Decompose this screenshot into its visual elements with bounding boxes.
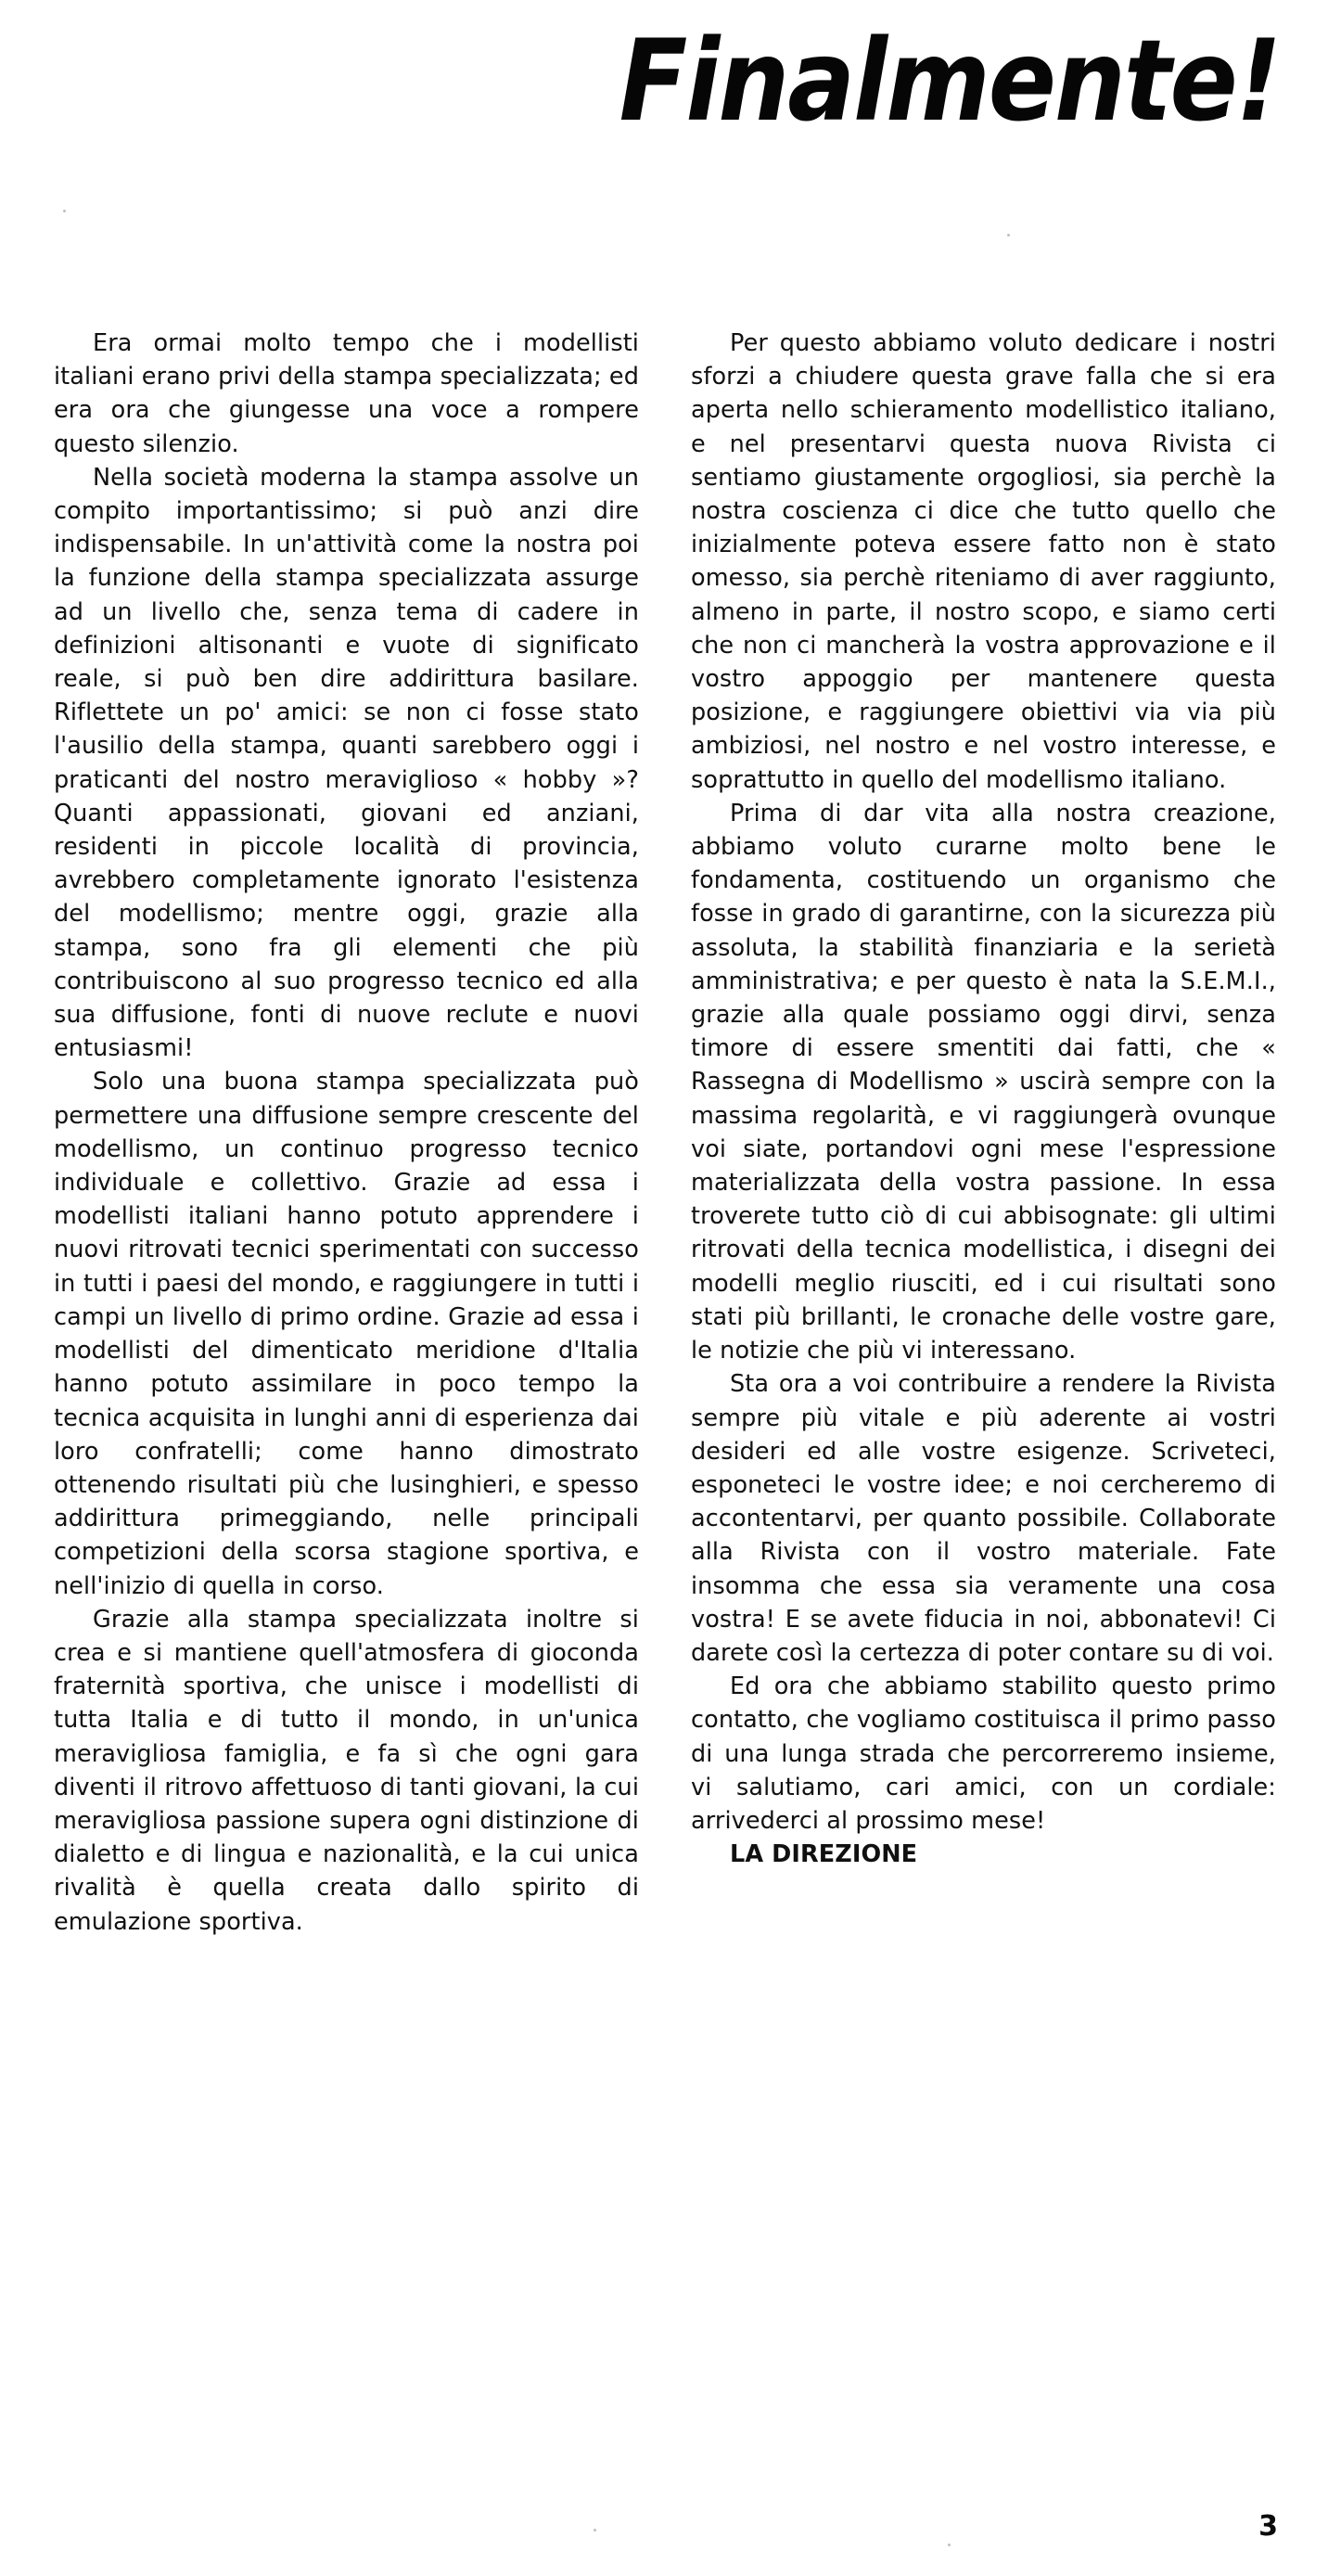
- paragraph: Sta ora a voi contribuire a rendere la Rivista sempre più vitale e più aderente ai vostri desideri ed alle vostre esigenze. Scriveteci, esponeteci le vostre idee; e noi cercheremo di accontentarvi, per quanto possibile. Collaborate alla Rivista con il vostro materiale. Fate insomma che essa sia veramente una cosa vostra! E se avete fiducia in noi, abbonatevi! Ci darete così la certezza di poter contare su di voi.: [691, 1370, 1276, 1667]
- paragraph: Era ormai molto tempo che i modellisti italiani erano privi della stampa specializzata; ed era ora che giungesse una voce a rompere questo silenzio.: [54, 329, 639, 458]
- signature: LA DIREZIONE: [730, 1840, 918, 1869]
- right-column: [691, 327, 1276, 1939]
- left-column: [54, 327, 639, 1939]
- scan-speck: [63, 210, 66, 212]
- paragraph: Per questo abbiamo voluto dedicare i nostri sforzi a chiudere questa grave falla che si era aperta nello schieramento modellistico italiano, e nel presentarvi questa nuova Rivista ci sentiamo giustamente orgogliosi, sia perchè la nostra coscienza ci dice che tutto quello che inizialmente poteva essere fatto non è stato omesso, sia perchè riteniamo di aver raggiunto, almeno in parte, il nostro scopo, e siamo certi che non ci mancherà la vostra approvazione e il vostro appoggio per mantenere questa posizione, e raggiungere obiettivi via via più ambiziosi, nel nostro e nel vostro interesse, e soprattutto in quello del modellismo italiano.: [691, 329, 1276, 794]
- page-number: 3: [1258, 2510, 1278, 2543]
- page-title: Finalmente!: [619, 16, 1280, 147]
- paragraph: Ed ora che abbiamo stabilito questo primo contatto, che vogliamo costituisca il primo passo di una lunga strada che percorreremo insieme, vi salutiamo, cari amici, con un cordiale: arrivederci al prossimo mese!: [691, 1672, 1276, 1835]
- scan-speck: [948, 2544, 951, 2546]
- paragraph: Prima di dar vita alla nostra creazione, abbiamo voluto curarne molto bene le fondamenta, costituendo un organismo che fosse in grado di garantirne, con la sicurezza più assoluta, la stabilità finanziaria e la serietà amministrativa; e per questo è nata la S.E.M.I., grazie alla quale possiamo oggi dirvi, senza timore di essere smentiti dai fatti, che « Rassegna di Modellismo » uscirà sempre con la massima regolarità, e vi raggiungerà ovunque voi siate, portandovi ogni mese l'espressione materializzata della vostra passione. In essa troverete tutto ciò di cui abbisognate: gli ultimi ritrovati della tecnica modellistica, i disegni dei modelli meglio riusciti, ed i cui risultati sono stati più brillanti, le cronache delle vostre gare, le notizie che più vi interessano.: [691, 799, 1276, 1365]
- scan-speck: [594, 2529, 596, 2531]
- article-body: [54, 327, 1276, 1939]
- paragraph: Nella società moderna la stampa assolve un compito importantissimo; si può anzi dire indispensabile. In un'attività come la nostra poi la funzione della stampa specializzata assurge ad un livello che, senza tema di cadere in definizioni altisonanti e vuote di significato reale, si può ben dire addirittura basilare. Riflettete un po' amici: se non ci fosse stato l'ausilio della stampa, quanti sarebbero oggi i praticanti del nostro meraviglioso « hobby »? Quanti appassionati, giovani ed anziani, residenti in piccole località di provincia, avrebbero completamente ignorato l'esistenza del modellismo; mentre oggi, grazie alla stampa, sono fra gli elementi che più contribuiscono al suo progresso tecnico ed alla sua diffusione, fonti di nuove reclute e nuovi entusiasmi!: [54, 463, 639, 1063]
- scan-speck: [1007, 234, 1010, 237]
- paragraph: Grazie alla stampa specializzata inoltre si crea e si mantiene quell'atmosfera di gioconda fraternità sportiva, che unisce i modellisti di tutta Italia e di tutto il mondo, in un'unica meravigliosa famiglia, e fa sì che ogni gara diventi il ritrovo affettuoso di tanti giovani, la cui meravigliosa passione supera ogni distinzione di dialetto e di lingua e nazionalità, e la cui unica rivalità è quella creata dallo spirito di emulazione sportiva.: [54, 1605, 639, 1936]
- paragraph: Solo una buona stampa specializzata può permettere una diffusione sempre crescente del modellismo, un continuo progresso tecnico individuale e collettivo. Grazie ad essa i modellisti italiani hanno potuto apprendere i nuovi ritrovati tecnici sperimentati con successo in tutti i paesi del mondo, e raggiungere in tutti i campi un livello di primo ordine. Grazie ad essa i modellisti del dimenticato meridione d'Italia hanno potuto assimilare in poco tempo la tecnica acquisita in lunghi anni di esperienza dai loro confratelli; come hanno dimostrato ottenendo risultati più che lusinghieri, e spesso addirittura primeggiando, nelle principali competizioni della scorsa stagione sportiva, e nell'inizio di quella in corso.: [54, 1068, 639, 1600]
